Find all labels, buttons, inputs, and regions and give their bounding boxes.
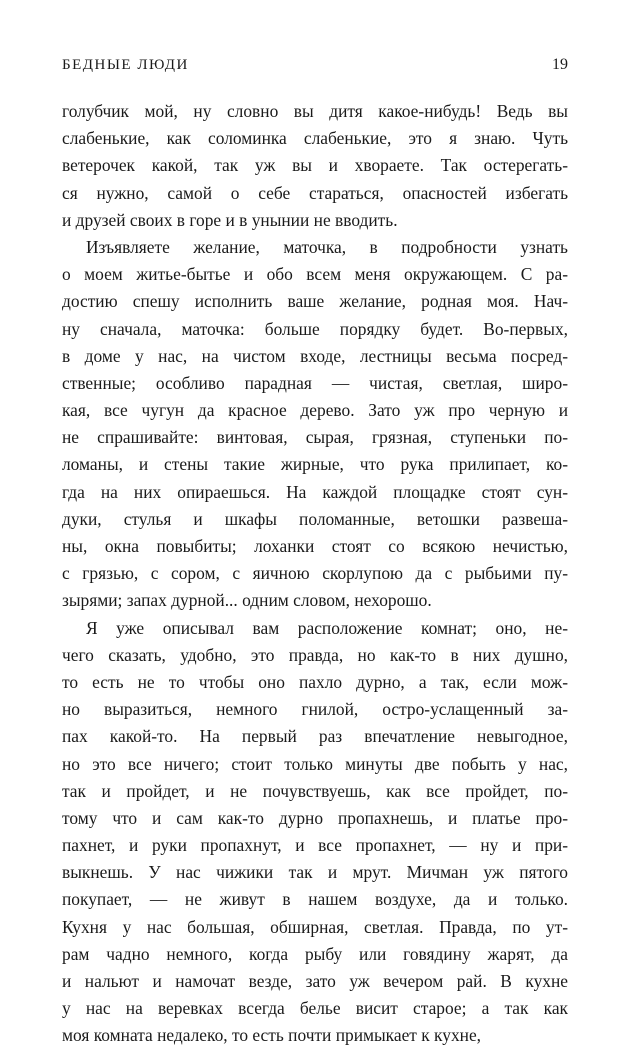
text-line: тому что и сам как-то дурно пропахнешь, и платье про- xyxy=(62,807,568,828)
text-line: в доме у нас, на чистом входе, лестницы весьма посред- xyxy=(62,345,568,366)
text-line: зырями; запах дурной... одним словом, нехорошо. xyxy=(62,590,432,611)
text-line: слабенькие, как соломинка слабенькие, это я знаю. Чуть xyxy=(62,128,568,149)
page-number: 19 xyxy=(552,56,568,73)
text-line: чего сказать, удобно, это правда, но как-то в них душно, xyxy=(62,644,568,665)
text-line: моя комната недалеко, то есть почти примыкает к кухне, xyxy=(62,1025,482,1046)
text-line: Я уже описывал вам расположение комнат; оно, не- xyxy=(86,617,568,638)
text-line: рам чадно немного, когда рыбу или говядину жарят, да xyxy=(62,943,568,964)
text-line: покупает, — не живут в нашем воздухе, да и только. xyxy=(62,889,568,910)
text-line: но выразиться, немного гнилой, остро-услащенный за- xyxy=(62,699,568,720)
text-line: ственные; особливо парадная — чистая, светлая, широ- xyxy=(62,372,568,393)
text-line: так и пройдет, и не почувствуешь, как все пройдет, по- xyxy=(62,780,568,801)
text-line: ветерочек какой, так уж вы и хвораете. Так остерегать- xyxy=(62,155,568,176)
text-line: о моем житье-бытье и обо всем меня окружающем. С ра- xyxy=(62,264,568,285)
text-line: и нальют и намочат везде, зато уж вечером рай. В кухне xyxy=(62,971,568,991)
text-line: ну сначала, маточка: больше порядку будет. Во-первых, xyxy=(62,318,568,339)
text-line: Кухня у нас большая, обширная, светлая. Правда, по ут- xyxy=(62,916,568,937)
text-line: и друзей своих в горе и в унынии не вводить. xyxy=(62,209,398,230)
text-line: пахнет, и руки пропахнут, и все пропахнет, — ну и при- xyxy=(62,835,568,856)
text-line: ны, окна повыбиты; лоханки стоят со всякою нечистью, xyxy=(62,536,568,556)
paragraph xyxy=(62,615,568,1050)
book-title: БЕДНЫЕ ЛЮДИ xyxy=(62,57,189,73)
text-line: пах какой-то. На первый раз впечатление невыгодное, xyxy=(62,726,568,747)
text-line: гда на них опираешься. На каждой площадке стоят сун- xyxy=(62,481,568,502)
text-line: но это все ничего; стоит только минуты две побыть у нас, xyxy=(62,753,568,774)
text-line: кая, все чугун да красное дерево. Зато уж про черную и xyxy=(62,400,568,421)
text-line: то есть не то чтобы оно пахло дурно, а так, если мож- xyxy=(62,671,568,692)
text-line: у нас на веревках всегда белье висит старое; а так как xyxy=(62,998,568,1019)
text-line: выкнешь. У нас чижики так и мрут. Мичман уж пятого xyxy=(62,862,568,883)
paragraph xyxy=(62,234,568,615)
running-header xyxy=(62,56,568,80)
text-line: ся нужно, самой о себе стараться, опасностей избегать xyxy=(62,182,568,203)
paragraph xyxy=(62,98,568,234)
text-line: не спрашивайте: винтовая, сырая, грязная, ступеньки по- xyxy=(62,427,568,448)
text-line: ломаны, и стены такие жирные, что рука прилипает, ко- xyxy=(62,454,568,475)
text-line: голубчик мой, ну словно вы дитя какое-нибудь! Ведь вы xyxy=(62,101,568,121)
text-line: Изъявляете желание, маточка, в подробности узнать xyxy=(86,236,568,257)
text-line: с грязью, с сором, с яичною скорлупою да с рыбьими пу- xyxy=(62,563,568,584)
text-line: достию спешу исполнить ваше желание, родная моя. Нач- xyxy=(62,291,568,312)
text-line: дуки, стулья и шкафы поломанные, ветошки развеша- xyxy=(62,508,568,529)
body-text xyxy=(62,98,568,1050)
